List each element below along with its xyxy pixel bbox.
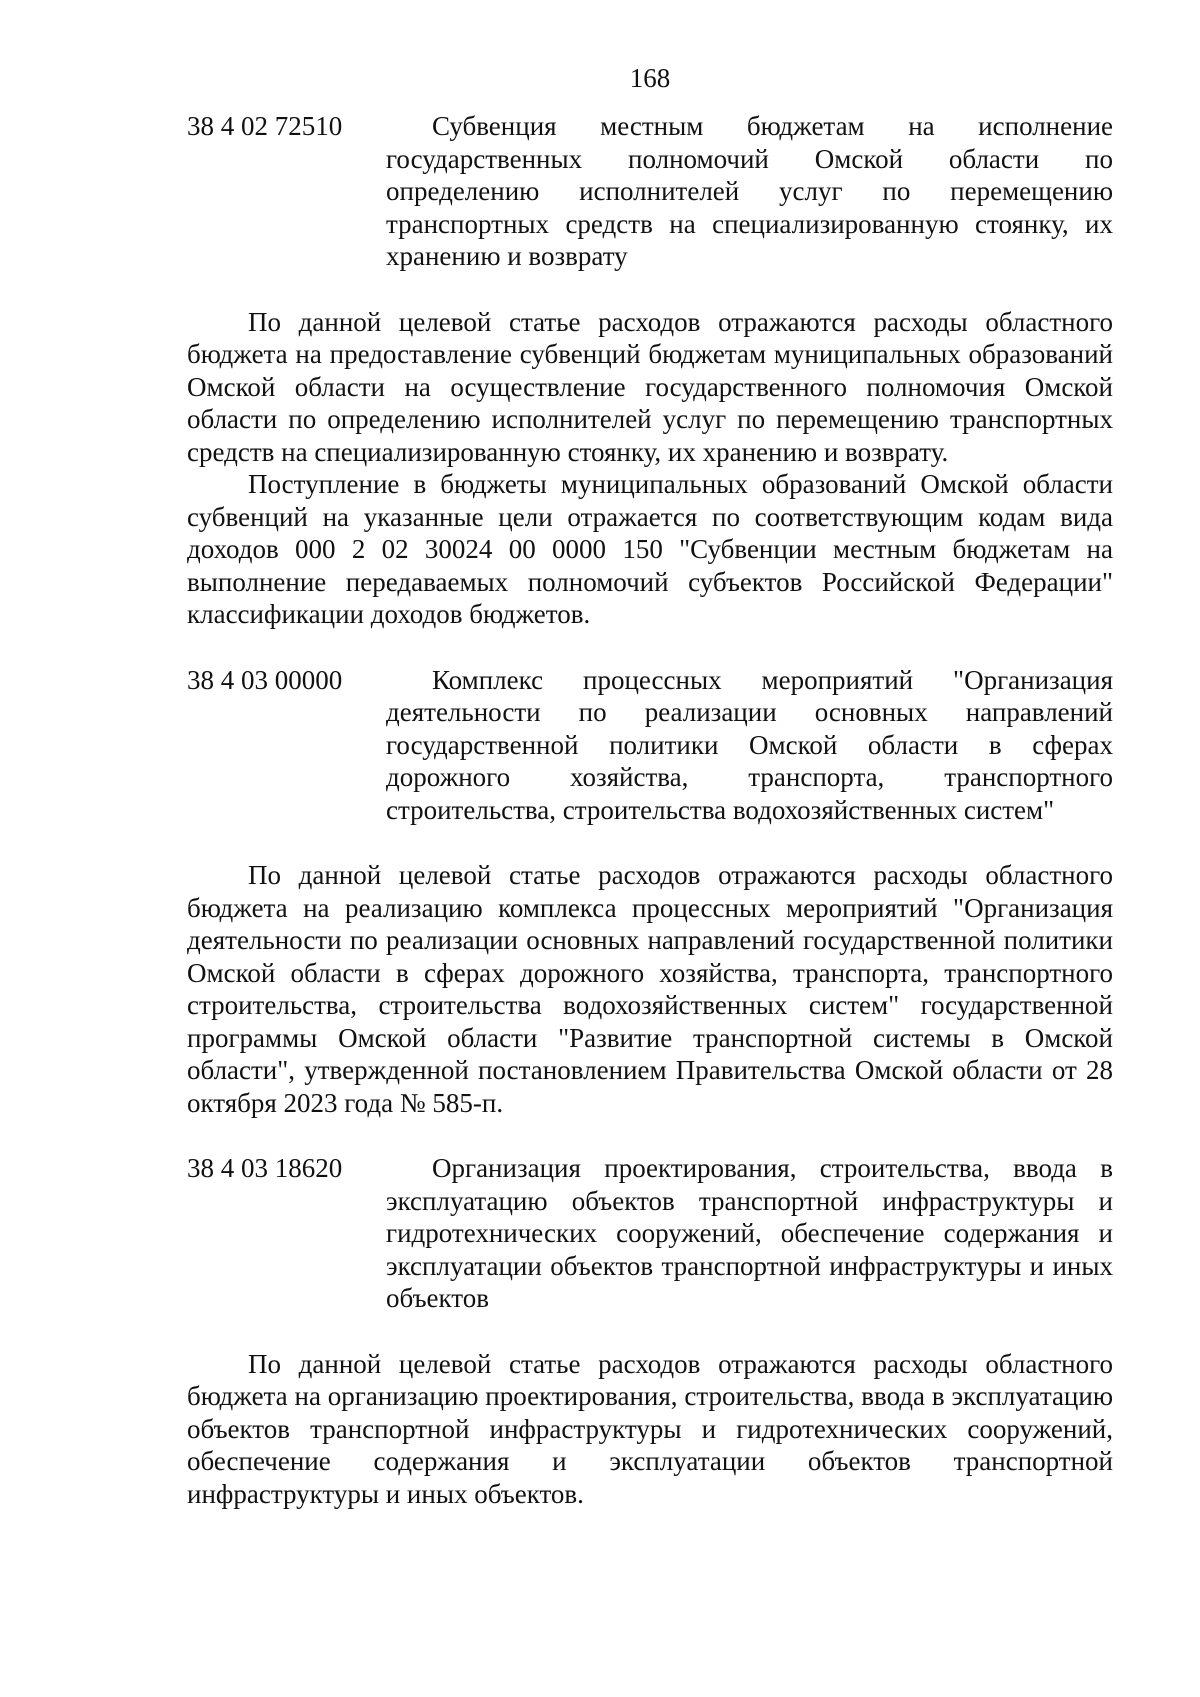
entry-title: Организация проектирования, строительства, ввода в эксплуатацию объектов транспортной инфраструктуры и гидротехнических сооружений, обеспечение содержания и эксплуатации объектов транспортной инфраструктуры и иных объектов [386, 1153, 1113, 1313]
budget-entry [187, 1152, 1113, 1315]
entry-title: Субвенция местным бюджетам на исполнение государственных полномочий Омской области по определению исполнителей услуг по перемещению транспортных средств на специализированную стоянку, их хранению и возврату [386, 111, 1113, 271]
entry-code: 38 4 03 18620 [187, 1153, 343, 1183]
document-page [187, 62, 1113, 1510]
entry-paragraph: По данной целевой статье расходов отражаются расходы областного бюджета на реализацию комплекса процессных мероприятий "Организация деятельности по реализации основных направлений государственной политики Омской области в сферах дорожного хозяйства, транспорта, транспортного строительства, строительства водохозяйственных систем" государственной программы Омской области "Развитие транспортной системы в Омской области", утвержденной постановлением Правительства Омской области от 28 октября 2023 года № 585-п. [187, 860, 1113, 1118]
entry-paragraph: По данной целевой статье расходов отражаются расходы областного бюджета на организацию проектирования, строительства, ввода в эксплуатацию объектов транспортной инфраструктуры и гидротехнических сооружений, обеспечение содержания и эксплуатации объектов транспортной инфраструктуры и иных объектов. [187, 1348, 1113, 1509]
entry-code: 38 4 02 72510 [187, 111, 343, 141]
entry-title: Комплекс процессных мероприятий "Организация деятельности по реализации основных направлений государственной политики Омской области в сферах дорожного хозяйства, транспорта, транспортного строительства, строительства водохозяйственных систем" [386, 664, 1113, 825]
entry-paragraph: Поступление в бюджеты муниципальных образований Омской области субвенций на указанные цели отражается по соответствующим кодам вида доходов 000 2 02 30024 00 0000 150 "Субвенции местным бюджетам на выполнение передаваемых полномочий субъектов Российской Федерации" классификации доходов бюджетов. [187, 469, 1113, 629]
budget-entry [187, 664, 1113, 827]
budget-entry [187, 110, 1113, 273]
page-number: 168 [629, 63, 671, 93]
entry-code: 38 4 03 00000 [187, 664, 343, 695]
entry-paragraph: По данной целевой статье расходов отражаются расходы областного бюджета на предоставление субвенций бюджетам муниципальных образований Омской области на осуществление государственного полномочия Омской области по определению исполнителей услуг по перемещению транспортных средств на специализированную стоянку, их хранению и возврату. [187, 306, 1113, 467]
